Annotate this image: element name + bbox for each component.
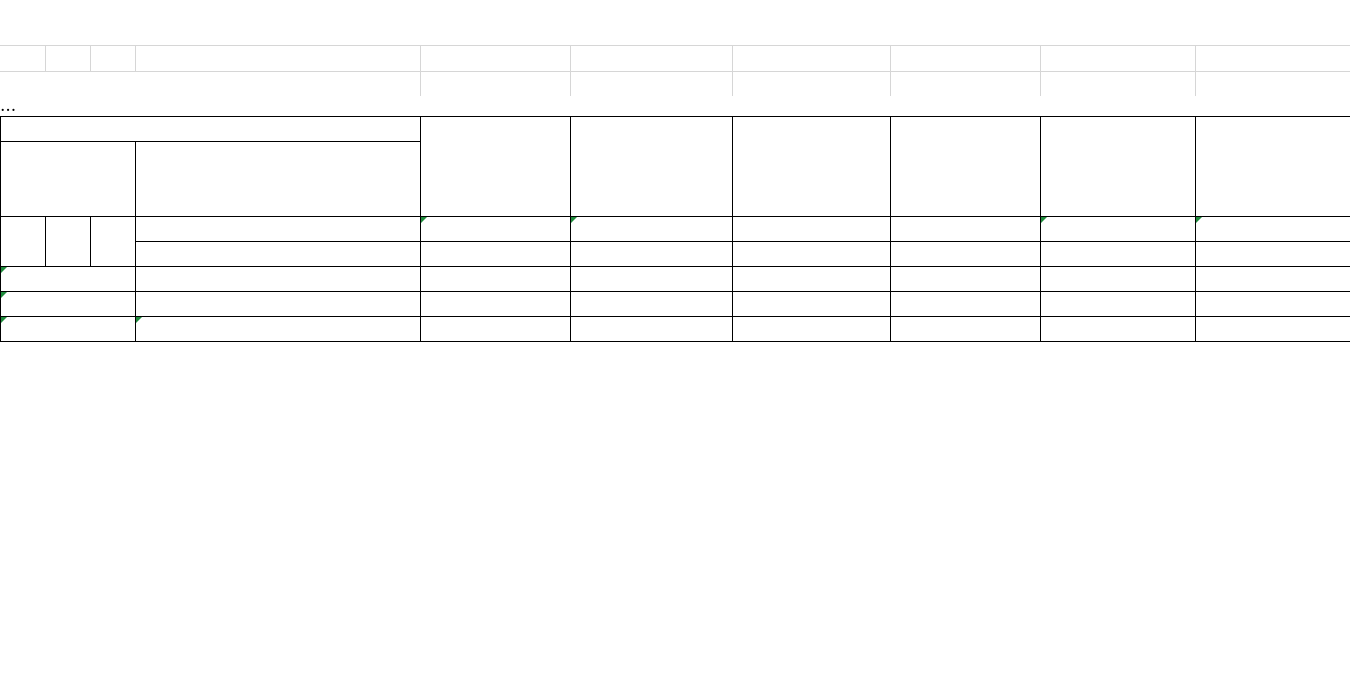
preparer-row: [0, 71, 1350, 96]
grid-cell: [890, 46, 1040, 71]
column-index: [571, 217, 733, 242]
row-name: [136, 292, 421, 317]
row-remit-to-superior: [891, 292, 1041, 317]
table-row: [1, 292, 1350, 317]
row-project-expenditure: [733, 317, 891, 342]
grid-cell: [1040, 46, 1195, 71]
grid-cell: [890, 71, 1040, 96]
grid-cell: [45, 46, 90, 71]
grid-cell: [90, 46, 135, 71]
row-total-expenditure: [421, 292, 571, 317]
grid-cell: [570, 46, 732, 71]
header-name: [136, 142, 421, 217]
row-subsidy-to-affiliates: [1196, 292, 1350, 317]
total-basic-expenditure: [571, 242, 733, 267]
table-row: [1, 267, 1350, 292]
table-row: [1, 317, 1350, 342]
row-subsidy-to-affiliates: [1196, 317, 1350, 342]
column-index: [1196, 217, 1350, 242]
total-expenditure: [421, 242, 571, 267]
row-name: [136, 267, 421, 292]
row-total-expenditure: [421, 317, 571, 342]
grid-cell: [732, 46, 890, 71]
header-subsidy-to-affiliates: [1196, 117, 1350, 217]
row-name: [136, 317, 421, 342]
header-section: [46, 217, 91, 267]
column-index: [421, 217, 571, 242]
grid-cell: [732, 71, 890, 96]
amount-unit: [1195, 71, 1350, 96]
column-index-row: [1, 217, 1350, 242]
grid-cell: [570, 71, 732, 96]
row-subsidy-to-affiliates: [1196, 267, 1350, 292]
row-code: [1, 317, 136, 342]
expenditure-table: [0, 116, 1350, 342]
header-code: [1, 142, 136, 217]
header-subitem: [91, 217, 136, 267]
row-total-expenditure: [421, 267, 571, 292]
page-title: [0, 0, 1350, 46]
total-remit-to-superior: [891, 242, 1041, 267]
header-item: [1, 117, 421, 142]
row-business-expenditure: [1041, 267, 1196, 292]
header-business-expenditure: [1041, 117, 1196, 217]
header-project-expenditure: [733, 117, 891, 217]
column-index-label: [136, 217, 421, 242]
row-business-expenditure: [1041, 317, 1196, 342]
total-row: [1, 242, 1350, 267]
row-code: [1, 292, 136, 317]
form-number-row: [0, 46, 1350, 71]
grid-cell: [0, 46, 45, 71]
row-project-expenditure: [733, 292, 891, 317]
total-business-expenditure: [1041, 242, 1196, 267]
column-index: [733, 217, 891, 242]
total-label: [136, 242, 421, 267]
row-project-expenditure: [733, 267, 891, 292]
row-code: [1, 267, 136, 292]
column-index: [891, 217, 1041, 242]
row-basic-expenditure: [571, 317, 733, 342]
form-number: [1195, 46, 1350, 71]
total-subsidy-to-affiliates: [1196, 242, 1350, 267]
header-total-expenditure: [421, 117, 571, 217]
row-basic-expenditure: [571, 267, 733, 292]
grid-cell: [1040, 71, 1195, 96]
header-basic-expenditure: [571, 117, 733, 217]
row-remit-to-superior: [891, 317, 1041, 342]
row-business-expenditure: [1041, 292, 1196, 317]
column-index: [1041, 217, 1196, 242]
total-project-expenditure: [733, 242, 891, 267]
fiscal-year: [420, 71, 570, 96]
grid-cell: [420, 46, 570, 71]
header-class: [1, 217, 46, 267]
header-row: [1, 117, 1350, 142]
sheet-meta: [0, 46, 1350, 96]
grid-cell: [135, 46, 420, 71]
row-remit-to-superior: [891, 267, 1041, 292]
row-basic-expenditure: [571, 292, 733, 317]
header-remit-to-superior: [891, 117, 1041, 217]
preparer-unit: [0, 71, 420, 96]
